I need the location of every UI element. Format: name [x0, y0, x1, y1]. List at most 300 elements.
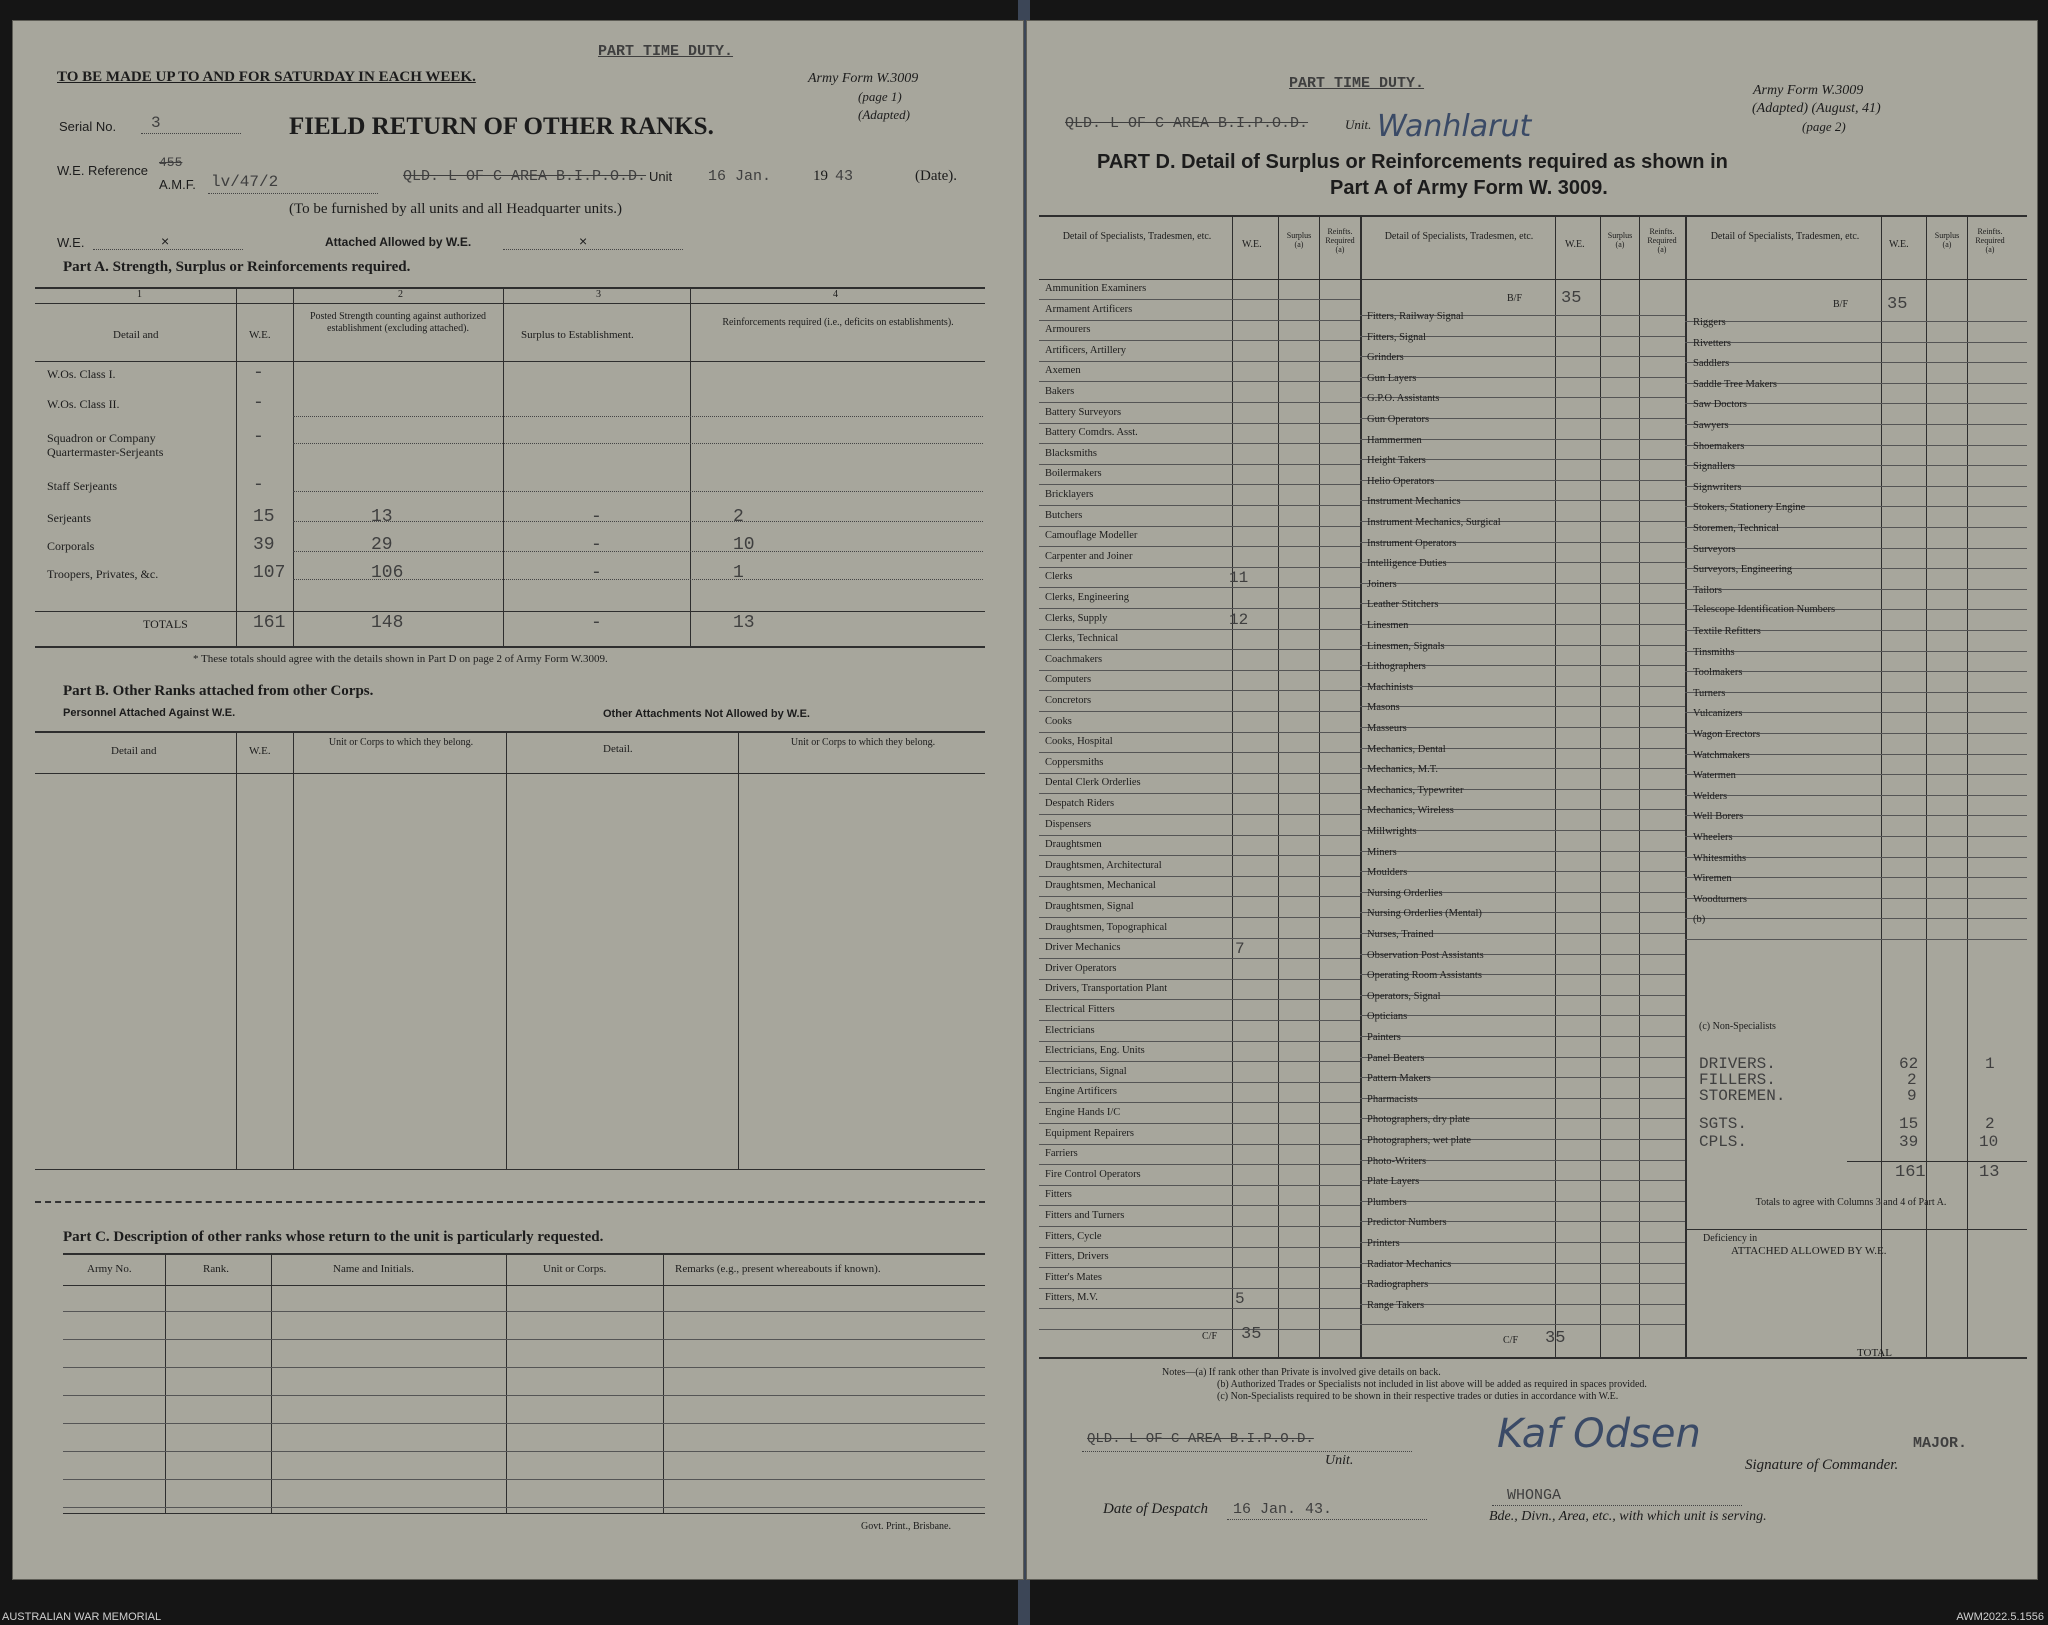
col2-bf-label: B/F [1507, 293, 1523, 304]
commander-signature: Kaf Odsen [1497, 1411, 1701, 1457]
part-c-header-rank: Rank. [203, 1263, 229, 1275]
non-specialist-name: STOREMEN. [1699, 1087, 1786, 1105]
total-label: TOTAL [1857, 1347, 1892, 1359]
tear-line [35, 1201, 985, 1203]
col1-name: Clerks, Engineering [1045, 592, 1129, 603]
part-a-we: - [253, 363, 264, 383]
col2-name: Millwrights [1367, 826, 1417, 837]
row-line [1685, 918, 2027, 919]
part-a-we: 39 [253, 535, 275, 555]
col1-name: Cooks [1045, 715, 1072, 727]
duty-stamp: PART TIME DUTY. [598, 43, 734, 60]
col1-we: 12 [1229, 610, 1249, 629]
col3-name: Vulcanizers [1693, 708, 1743, 720]
col1-name: Fitter's Mates [1045, 1271, 1103, 1283]
row-line [1360, 871, 1685, 872]
non-specialist-we: 62 [1899, 1055, 1919, 1073]
part-d-title-2: Part A of Army Form W. 3009. [1330, 177, 1608, 199]
row-line [1039, 1164, 1360, 1165]
non-specialist-we: 15 [1899, 1115, 1919, 1133]
col2-name: Intelligence Duties [1367, 558, 1447, 570]
col3-name: Tinsmiths [1693, 646, 1735, 658]
part-a-surplus: - [591, 507, 602, 527]
col2-bf-value: 35 [1561, 289, 1582, 308]
col3-name: Well Borers [1693, 811, 1744, 823]
part-b-header-detail-2: Detail. [603, 743, 633, 755]
row-line [1039, 505, 1360, 506]
col1-name: Bakers [1045, 386, 1075, 397]
ns-total-reinf: 13 [1979, 1163, 2000, 1182]
row-line [1360, 1242, 1685, 1243]
col3-bf-label: B/F [1833, 299, 1849, 310]
unit-typed-right: QLD. L OF C AREA B.I.P.O.D. [1065, 115, 1309, 132]
row-line [1039, 711, 1360, 712]
row-line [1685, 692, 2027, 693]
part-d-title-1: PART D. Detail of Surplus or Reinforcements required as shown in [1097, 151, 1728, 173]
col1-name: Draughtsmen, Topographical [1045, 921, 1168, 933]
part-c-row-line [63, 1395, 985, 1396]
unit-typed: QLD. L OF C AREA B.I.P.O.D. [403, 168, 647, 185]
note-b: (b) Authorized Trades or Specialists not included in list above will be added as required in spaces provided. [1217, 1379, 1647, 1390]
page-label-right: (page 2) [1802, 119, 1846, 134]
header-we: W.E. [249, 329, 271, 341]
row-line [1360, 583, 1685, 584]
part-a-we: 161 [253, 613, 286, 633]
col1-name: Armament Artificers [1045, 303, 1133, 315]
col3-name: Telescope Identification Numbers [1693, 604, 1836, 616]
row-line [1039, 546, 1360, 547]
col2-name: Operators, Signal [1367, 990, 1441, 1002]
row-line [1039, 999, 1360, 1000]
col1-we: 5 [1235, 1290, 1245, 1309]
rank-typed: MAJOR. [1913, 1435, 1968, 1452]
col2-name: Gun Layers [1367, 372, 1417, 384]
unit-label-bottom: Unit. [1325, 1453, 1354, 1468]
date-typed: 16 Jan. [708, 168, 772, 185]
row-line [1039, 814, 1360, 815]
col2-name: Instrument Mechanics, Surgical [1367, 517, 1501, 528]
col2-name: Plate Layers [1367, 1176, 1420, 1188]
non-specialists-label: (c) Non-Specialists [1699, 1021, 1776, 1032]
army-form-label: Army Form W.3009 [808, 71, 919, 86]
col3-name: Welders [1693, 790, 1728, 802]
part-a-detail: Troopers, Privates, &c. [47, 567, 159, 581]
col1-name: Draughtsmen, Mechanical [1045, 880, 1156, 892]
col3-name: (b) [1693, 914, 1706, 926]
col-num-1: 1 [137, 289, 142, 300]
col1-name: Fire Control Operators [1045, 1168, 1141, 1180]
row-line [1039, 443, 1360, 444]
col1-name: Engine Hands I/C [1045, 1107, 1121, 1118]
row-line [1039, 1185, 1360, 1186]
part-b-header-unit-2: Unit or Corps to which they belong. [790, 737, 936, 748]
col2-name: Painters [1367, 1032, 1401, 1043]
col3-name: Riggers [1693, 317, 1726, 328]
unit-label: Unit [649, 169, 673, 184]
col2-name: Lithographers [1367, 661, 1426, 673]
col2-name: Mechanics, Typewriter [1367, 784, 1464, 796]
col2-name: Masons [1367, 702, 1400, 714]
col1-name: Fitters, Cycle [1045, 1230, 1102, 1242]
col3-name: Tailors [1693, 584, 1723, 596]
header-reinf: Reinforcements required (i.e., deficits on establishments). [722, 317, 954, 328]
row-line [1039, 1226, 1360, 1227]
non-specialist-name: DRIVERS. [1699, 1055, 1776, 1073]
col2-name: Grinders [1367, 352, 1404, 364]
part-a-title: Part A. Strength, Surplus or Reinforcements required. [63, 259, 411, 275]
part-c-row-line [63, 1339, 985, 1340]
col1-name: Dental Clerk Orderlies [1045, 777, 1141, 789]
col1-name: Cooks, Hospital [1045, 736, 1113, 748]
col2-name: Mechanics, M.T. [1367, 764, 1438, 776]
row-line [1685, 548, 2027, 549]
part-b-sub-right: Other Attachments Not Allowed by W.E. [603, 708, 810, 720]
row-line [1360, 356, 1685, 357]
part-a-we: - [253, 475, 264, 495]
row-line [1039, 1288, 1360, 1289]
col3-name: Watchmakers [1693, 749, 1750, 761]
signature-label: Signature of Commander. [1745, 1457, 1899, 1473]
serial-value: 3 [151, 114, 161, 132]
col1-name: Clerks, Supply [1045, 612, 1108, 624]
row-line [1039, 773, 1360, 774]
printer-note: Govt. Print., Brisbane. [861, 1521, 951, 1532]
row-line [1360, 851, 1685, 852]
totals-agree-note: Totals to agree with Columns 3 and 4 of Part A. [1755, 1197, 1947, 1208]
col1-name: Draughtsmen, Signal [1045, 901, 1134, 912]
part-c-row-line [63, 1479, 985, 1480]
part-d-header-detail-1: Detail of Specialists, Tradesmen, etc. [1062, 231, 1212, 242]
part-d-header-surplus-3: Surplus (a) [1934, 231, 1960, 249]
row-line [1039, 917, 1360, 918]
part-d-header-reinf-1: Reinfts. Required (a) [1325, 227, 1355, 254]
footer-right: AWM2022.5.1556 [1956, 1611, 2044, 1623]
col2-name: Nursing Orderlies (Mental) [1367, 908, 1482, 920]
col1-name: Battery Comdrs. Asst. [1045, 427, 1138, 439]
part-a-surplus: - [591, 613, 602, 633]
part-d-header-detail-2: Detail of Specialists, Tradesmen, etc. [1384, 231, 1534, 242]
col2-name: Fitters, Signal [1367, 331, 1426, 343]
col3-bf-value: 35 [1887, 295, 1908, 314]
col3-name: Signwriters [1693, 481, 1742, 493]
row-line [1685, 836, 2027, 837]
part-a-posted: 13 [371, 507, 393, 527]
attached-allowed-label: Attached Allowed by W.E. [325, 235, 472, 249]
col3-name: Woodturners [1693, 893, 1747, 905]
col2-name: Moulders [1367, 867, 1408, 879]
col3-name: Whitesmiths [1693, 852, 1747, 864]
part-a-we: - [253, 393, 264, 413]
col3-name: Turners [1693, 687, 1726, 699]
year-typed: 43 [835, 168, 854, 185]
col2-name: Photo-Writers [1367, 1155, 1427, 1167]
col1-name: Fitters, M.V. [1045, 1292, 1098, 1304]
col2-name: Nurses, Trained [1367, 929, 1434, 940]
row-line [1039, 1329, 1360, 1330]
part-a-we: 107 [253, 563, 286, 583]
col3-name: Wiremen [1693, 873, 1732, 885]
col3-name: Toolmakers [1693, 667, 1743, 679]
col3-name: Signallers [1693, 461, 1735, 473]
row-line [1039, 649, 1360, 650]
row-line [1039, 402, 1360, 403]
col1-name: Camouflage Modeller [1045, 530, 1138, 542]
col1-we: 7 [1235, 940, 1245, 959]
row-line [1039, 1144, 1360, 1145]
col2-name: Helio Operators [1367, 475, 1435, 487]
col1-name: Electricians, Signal [1045, 1065, 1127, 1077]
part-a-we: - [253, 427, 264, 447]
col2-name: Machinists [1367, 681, 1414, 693]
col1-name: Draughtsmen [1045, 839, 1102, 851]
row-line [1039, 1247, 1360, 1248]
serial-label: Serial No. [59, 119, 117, 134]
col1-name: Electrical Fitters [1045, 1004, 1115, 1015]
row-line [1039, 938, 1360, 939]
row-line [1685, 795, 2027, 796]
totals-note: * These totals should agree with the details shown in Part D on page 2 of Army Form W.3009. [193, 653, 608, 665]
top-note: TO BE MADE UP TO AND FOR SATURDAY IN EACH WEEK. [57, 69, 476, 85]
deficiency-label: Deficiency in [1703, 1233, 1758, 1244]
page-label: (page 1) [858, 89, 902, 104]
row-line [1039, 896, 1360, 897]
part-a-reinf: 13 [733, 613, 755, 633]
part-a-we: 15 [253, 507, 275, 527]
non-specialist-reinf: 2 [1985, 1115, 1995, 1133]
brigade-typed: WHONGA [1507, 1487, 1562, 1504]
row-line [1039, 1205, 1360, 1206]
col-num-4: 4 [833, 289, 838, 300]
row-line [1360, 706, 1685, 707]
col1-name: Clerks [1045, 571, 1073, 583]
col1-name: Blacksmiths [1045, 447, 1097, 459]
part-a-reinf: 1 [733, 563, 744, 583]
part-c-row-line [63, 1311, 985, 1312]
col2-name: Miners [1367, 846, 1397, 858]
col1-name: Battery Surveyors [1045, 406, 1122, 418]
row-line [1039, 1020, 1360, 1021]
part-d-header-surplus-1: Surplus (a) [1286, 231, 1312, 249]
row-line [1685, 465, 2027, 466]
row-line [1685, 651, 2027, 652]
col2-name: Operating Room Assistants [1367, 970, 1482, 982]
amf-value: lv/47/2 [211, 173, 279, 191]
col2-name: Mechanics, Dental [1367, 743, 1446, 755]
col2-name: Photographers, wet plate [1367, 1135, 1472, 1146]
part-d-header-surplus-2: Surplus (a) [1607, 231, 1633, 249]
row-line [1039, 1267, 1360, 1268]
row-line [1039, 1123, 1360, 1124]
x-mark-1: × [161, 233, 170, 249]
col2-name: Mechanics, Wireless [1367, 805, 1454, 817]
col1-name: Equipment Repairers [1045, 1127, 1134, 1139]
col1-name: Ammunition Examiners [1045, 283, 1147, 294]
row-line [1360, 1324, 1685, 1325]
col3-name: Wagon Erectors [1693, 729, 1761, 740]
part-b-header-unit: Unit or Corps to which they belong. [328, 737, 474, 748]
row-line [1039, 958, 1360, 959]
col2-name: Fitters, Railway Signal [1367, 311, 1464, 322]
part-a-detail: Corporals [47, 539, 95, 553]
row-line [1039, 381, 1360, 382]
part-a-posted: 106 [371, 563, 404, 583]
col2-name: Range Takers [1367, 1299, 1425, 1311]
unit-label-right: Unit. [1345, 117, 1372, 132]
col2-name: Radiographers [1367, 1279, 1429, 1291]
we-ref-struck: 455 [159, 155, 183, 170]
row-line [1039, 690, 1360, 691]
col3-name: Textile Refitters [1693, 626, 1761, 637]
row-line [1039, 1102, 1360, 1103]
row-line [1039, 629, 1360, 630]
army-form-label-right: Army Form W.3009 [1753, 83, 1864, 98]
col1-name: Electricians, Eng. Units [1045, 1045, 1145, 1057]
col3-name: Rivetters [1693, 337, 1731, 349]
non-specialist-name: FILLERS. [1699, 1071, 1776, 1089]
part-b-header-we: W.E. [249, 745, 271, 757]
col2-name: Pattern Makers [1367, 1073, 1431, 1085]
non-specialist-name: SGTS. [1699, 1115, 1748, 1133]
col1-name: Engine Artificers [1045, 1086, 1118, 1098]
row-line [1360, 727, 1685, 728]
part-d-header-we-1: W.E. [1242, 239, 1262, 250]
date-of-despatch-value: 16 Jan. 43. [1233, 1501, 1333, 1518]
col2-name: Opticians [1367, 1011, 1408, 1023]
row-line [1685, 939, 2027, 940]
adapted-label: (Adapted) [858, 107, 910, 122]
part-a-surplus: - [591, 563, 602, 583]
row-line [1360, 624, 1685, 625]
ns-total-we: 161 [1895, 1163, 1926, 1182]
col1-name: Clerks, Technical [1045, 633, 1119, 645]
part-a-detail: TOTALS [143, 617, 188, 631]
x-mark-2: × [579, 233, 588, 249]
col1-name: Butchers [1045, 509, 1083, 521]
col3-name: Shoemakers [1693, 440, 1745, 452]
part-d-header-we-2: W.E. [1565, 239, 1585, 250]
part-b-title: Part B. Other Ranks attached from other Corps. [63, 683, 374, 699]
col1-name: Coachmakers [1045, 653, 1103, 665]
col2-name: Linesmen [1367, 620, 1409, 631]
col-num-2: 2 [398, 289, 403, 300]
row-line [1685, 362, 2027, 363]
part-c-header-name: Name and Initials. [333, 1263, 414, 1275]
row-line [1039, 752, 1360, 753]
part-c-header-unit: Unit or Corps. [543, 1263, 607, 1275]
row-line [1039, 1308, 1360, 1309]
row-line [1685, 877, 2027, 878]
col1-name: Fitters, Drivers [1045, 1251, 1109, 1263]
row-line [1685, 424, 2027, 425]
unit-typed-bottom: QLD. L OF C AREA B.I.P.O.D. [1087, 1431, 1314, 1447]
col3-name: Stokers, Stationery Engine [1693, 502, 1806, 514]
col1-name: Despatch Riders [1045, 798, 1115, 809]
col3-name: Saddle Tree Makers [1693, 378, 1777, 390]
col1-name: Computers [1045, 674, 1092, 686]
row-line [1039, 340, 1360, 341]
col2-name: Leather Stitchers [1367, 599, 1439, 611]
col2-cf-value: 35 [1545, 1329, 1566, 1348]
col2-name: Masseurs [1367, 723, 1407, 734]
col1-cf-value: 35 [1241, 1325, 1262, 1344]
row-line [1039, 855, 1360, 856]
part-c-row-line [63, 1451, 985, 1452]
col1-name: Electricians [1045, 1024, 1095, 1036]
row-line [1039, 299, 1360, 300]
part-d-header-we-3: W.E. [1889, 239, 1909, 250]
part-c-title: Part C. Description of other ranks whose return to the unit is particularly requested. [63, 1229, 604, 1245]
col-num-3: 3 [596, 289, 601, 300]
row-line [1685, 321, 2027, 322]
year-prefix: 19 [813, 168, 828, 184]
col1-name: Draughtsmen, Architectural [1045, 859, 1162, 871]
col2-name: Nursing Orderlies [1367, 887, 1443, 899]
col2-name: Radiator Mechanics [1367, 1258, 1452, 1270]
row-line [1039, 876, 1360, 877]
right-sheet [1026, 20, 2038, 1580]
col1-name: Driver Operators [1045, 962, 1117, 974]
part-b-sub-left: Personnel Attached Against W.E. [63, 707, 236, 719]
part-a-reinf: 2 [733, 507, 744, 527]
col1-name: Bricklayers [1045, 489, 1094, 500]
part-c-row-line [63, 1367, 985, 1368]
col2-name: Pharmacists [1367, 1093, 1418, 1105]
header-posted: Posted Strength counting against authorized establishment (excluding attached). [309, 311, 487, 334]
duty-stamp-right: PART TIME DUTY. [1289, 75, 1425, 92]
row-line [1039, 1041, 1360, 1042]
col2-name: Joiners [1367, 578, 1397, 590]
col3-name: Surveyors, Engineering [1693, 564, 1793, 576]
col1-name: Armourers [1045, 324, 1091, 336]
note-c: (c) Non-Specialists required to be shown in their respective trades or duties in accordance with W.E. [1217, 1391, 1619, 1402]
col1-name: Coppersmiths [1045, 756, 1104, 768]
non-specialist-reinf: 1 [1985, 1055, 1995, 1073]
col3-name: Saddlers [1693, 358, 1730, 370]
col3-name: Surveyors [1693, 543, 1736, 555]
col1-name: Artificers, Artillery [1045, 344, 1127, 356]
adapted-label-right: (Adapted) (August, 41) [1752, 101, 1881, 116]
row-line [1039, 567, 1360, 568]
row-line [1685, 589, 2027, 590]
attached-allowed-right: ATTACHED ALLOWED BY W.E. [1731, 1245, 1887, 1257]
col3-name: Wheelers [1693, 832, 1733, 843]
amf-label: A.M.F. [159, 177, 196, 192]
part-d-header-reinf-3: Reinfts. Required (a) [1975, 227, 2005, 254]
col2-name: Hammermen [1367, 434, 1422, 446]
part-c-row-line [63, 1507, 985, 1508]
part-d-header-reinf-2: Reinfts. Required (a) [1647, 227, 1677, 254]
row-line [1039, 423, 1360, 424]
non-specialist-we: 9 [1907, 1087, 1917, 1105]
part-c-header-army-no: Army No. [87, 1263, 132, 1275]
col2-name: G.P.O. Assistants [1367, 393, 1440, 405]
col3-name: Saw Doctors [1693, 399, 1747, 411]
non-specialist-reinf: 10 [1979, 1133, 1999, 1151]
col2-name: Linesmen, Signals [1367, 640, 1445, 652]
row-line [1039, 979, 1360, 980]
we-line-label: W.E. [57, 235, 85, 250]
row-line [1039, 608, 1360, 609]
part-a-reinf: 10 [733, 535, 755, 555]
row-line [1039, 361, 1360, 362]
col2-name: Observation Post Assistants [1367, 949, 1484, 961]
row-line [1039, 835, 1360, 836]
col3-name: Watermen [1693, 770, 1736, 782]
row-line [1360, 1201, 1685, 1202]
col2-name: Gun Operators [1367, 414, 1430, 425]
col1-name: Fitters and Turners [1045, 1210, 1125, 1221]
col2-name: Plumbers [1367, 1196, 1407, 1208]
